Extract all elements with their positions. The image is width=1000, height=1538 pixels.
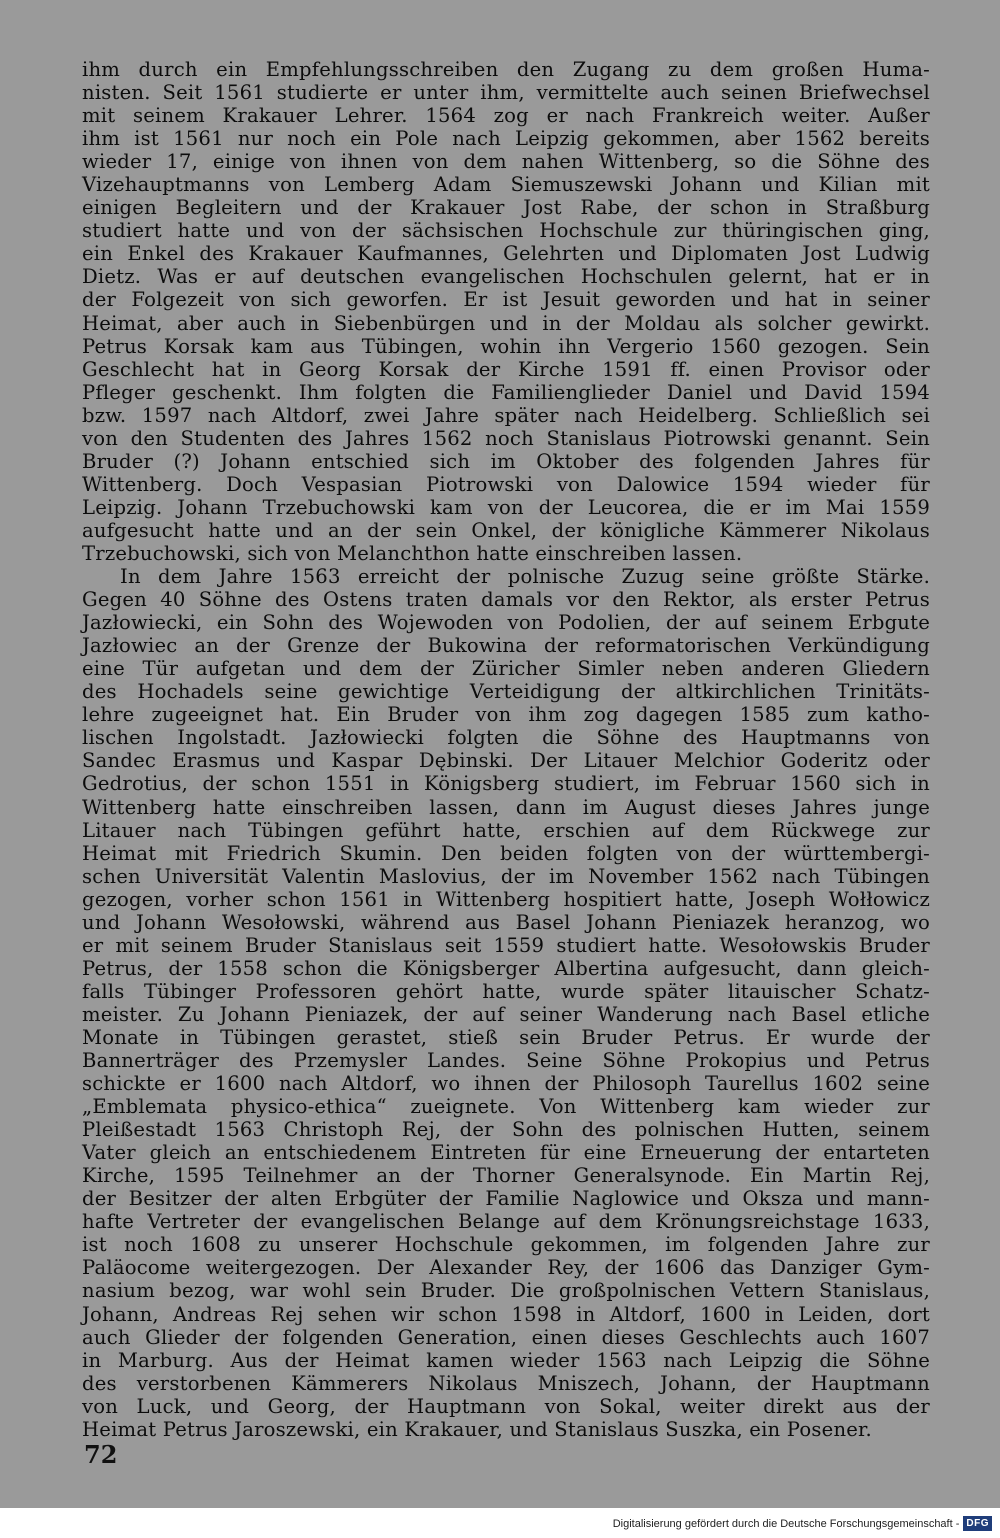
text-line: des verstorbenen Kämmerers Nikolaus Mniszech, Johann, der Hauptmann [82, 1371, 930, 1395]
text-line: Gedrotius, der schon 1551 in Königsberg studiert, im Februar 1560 sich in [82, 772, 930, 796]
text-line: Leipzig. Johann Trzebuchowski kam von der Leucorea, die er im Mai 1559 [82, 495, 930, 519]
text-line: ihm durch ein Empfehlungsschreiben den Zugang zu dem großen Huma- [82, 58, 930, 81]
text-line: Litauer nach Tübingen geführt hatte, erschien auf dem Rückwege zur [82, 818, 930, 842]
text-line: In dem Jahre 1563 erreicht der polnische Zuzug seine größte Stärke. [120, 565, 930, 589]
text-line: ist noch 1608 zu unserer Hochschule gekommen, im folgenden Jahre zur [82, 1233, 930, 1257]
text-line: Wittenberg hatte einschreiben lassen, dann im August dieses Jahres junge [82, 795, 930, 819]
text-line: Heimat mit Friedrich Skumin. Den beiden folgten von der württembergi- [82, 841, 930, 865]
dfg-logo-icon: DFG [963, 1516, 992, 1531]
text-line: mit seinem Krakauer Lehrer. 1564 zog er nach Frankreich weiter. Außer [82, 104, 930, 128]
text-line: hafte Vertreter der evangelischen Belange auf dem Krönungsreichstage 1633, [82, 1210, 930, 1234]
text-line: Geschlecht hat in Georg Korsak der Kirche 1591 ff. einen Provisor oder [82, 357, 930, 381]
text-line: Trzebuchowski, sich von Melanchthon hatte einschreiben lassen. [82, 541, 743, 565]
text-line: Heimat Petrus Jaroszewski, ein Krakauer, und Stanislaus Suszka, ein Posener. [82, 1417, 872, 1441]
text-line: Petrus Korsak kam aus Tübingen, wohin ihn Vergerio 1560 gezogen. Sein [82, 334, 930, 358]
text-line: schickte er 1600 nach Altdorf, wo ihnen der Philosoph Taurellus 1602 seine [82, 1072, 930, 1096]
text-line: ein Enkel des Krakauer Kaufmannes, Gelehrten und Diplomaten Jost Ludwig [82, 242, 930, 266]
text-line: Jazłowiecki, ein Sohn des Wojewoden von Podolien, der auf seinem Erbgute [82, 611, 930, 635]
text-line: Heimat, aber auch in Siebenbürgen und in der Moldau als solcher gewirkt. [82, 311, 930, 335]
text-line: aufgesucht hatte und an der sein Onkel, der königliche Kämmerer Nikolaus [82, 518, 930, 542]
text-line: Dietz. Was er auf deutschen evangelischen Hochschulen gelernt, hat er in [82, 265, 930, 289]
text-line: lehre zugeeignet hat. Ein Bruder von ihm zog dagegen 1585 zum katho- [82, 703, 930, 727]
body-text [82, 58, 930, 1441]
text-line: Monate in Tübingen gerastet, stieß sein Bruder Petrus. Er wurde der [82, 1025, 930, 1049]
text-line: Bannerträger des Przemysler Landes. Seine Söhne Prokopius und Petrus [82, 1049, 930, 1073]
text-line: „Emblemata physico-ethica“ zueignete. Von Wittenberg kam wieder zur [82, 1095, 930, 1119]
text-line: Gegen 40 Söhne des Ostens traten damals vor den Rektor, als erster Petrus [82, 588, 930, 612]
text-line: Kirche, 1595 Teilnehmer an der Thorner Generalsynode. Ein Martin Rej, [82, 1164, 930, 1188]
text-line: Pfleger geschenkt. Ihm folgten die Familienglieder Daniel und David 1594 [82, 380, 930, 404]
text-line: Pleißestadt 1563 Christoph Rej, der Sohn des polnischen Hutten, seinem [82, 1118, 930, 1142]
digitization-credit [613, 1516, 992, 1531]
text-line: des Hochadels seine gewichtige Verteidigung der altkirchlichen Trinitäts- [82, 680, 930, 704]
text-line: Johann, Andreas Rej sehen wir schon 1598 in Altdorf, 1600 in Leiden, dort [82, 1302, 930, 1326]
text-line: falls Tübinger Professoren gehört hatte, wurde später litauischer Schatz- [82, 979, 930, 1003]
text-line: wieder 17, einige von ihnen von dem nahen Wittenberg, so die Söhne des [82, 150, 930, 174]
credit-text: Digitalisierung gefördert durch die Deutsche Forschungsgemeinschaft - [612, 1517, 960, 1530]
text-line: Bruder (?) Johann entschied sich im Oktober des folgenden Jahres für [82, 449, 930, 473]
text-line: Vater gleich an entschiedenem Eintreten für eine Erneuerung der entarteten [82, 1141, 930, 1165]
text-line: nasium bezog, war wohl sein Bruder. Die großpolnischen Vettern Stanislaus, [82, 1279, 930, 1303]
text-line: von den Studenten des Jahres 1562 noch Stanislaus Piotrowski genannt. Sein [82, 426, 930, 450]
text-line: lischen Ingolstadt. Jazłowiecki folgten die Söhne des Hauptmanns von [82, 726, 930, 750]
text-line: meister. Zu Johann Pieniazek, der auf seiner Wanderung nach Basel etliche [82, 1002, 930, 1026]
text-line: ihm ist 1561 nur noch ein Pole nach Leipzig gekommen, aber 1562 bereits [82, 127, 930, 151]
text-line: Vizehauptmanns von Lemberg Adam Siemuszewski Johann und Kilian mit [82, 173, 930, 197]
text-line: gezogen, vorher schon 1561 in Wittenberg hospitiert hatte, Joseph Wołłowicz [82, 887, 930, 911]
text-line: einigen Begleitern und der Krakauer Jost Rabe, der schon in Straßburg [82, 196, 930, 220]
text-line: Wittenberg. Doch Vespasian Piotrowski von Dalowice 1594 wieder für [82, 472, 930, 496]
text-line: Jazłowiec an der Grenze der Bukowina der reformatorischen Verkündigung [82, 634, 930, 658]
text-line: studiert hatte und von der sächsischen Hochschule zur thüringischen ging, [82, 219, 930, 243]
text-line: auch Glieder der folgenden Generation, einen dieses Geschlechts auch 1607 [82, 1325, 930, 1349]
text-line: und Johann Wesołowski, während aus Basel Johann Pieniazek heranzog, wo [82, 910, 930, 934]
text-line: Paläocome weitergezogen. Der Alexander Rey, der 1606 das Danziger Gym- [82, 1256, 930, 1280]
text-line: der Besitzer der alten Erbgüter der Familie Naglowice und Oksza und mann- [82, 1187, 930, 1211]
text-line: schen Universität Valentin Maslovius, der im November 1562 nach Tübingen [82, 864, 930, 888]
text-line: bzw. 1597 nach Altdorf, zwei Jahre später nach Heidelberg. Schließlich sei [82, 403, 930, 427]
text-line: Petrus, der 1558 schon die Königsberger Albertina aufgesucht, dann gleich- [82, 956, 930, 980]
text-line: von Luck, und Georg, der Hauptmann von Sokal, weiter direkt aus der [82, 1394, 930, 1418]
text-line: Sandec Erasmus und Kaspar Dębinski. Der Litauer Melchior Goderitz oder [82, 749, 930, 773]
text-line: der Folgezeit von sich geworfen. Er ist Jesuit geworden und hat in seiner [82, 288, 930, 312]
text-line: eine Tür aufgetan und dem der Züricher Simler neben anderen Gliedern [82, 657, 930, 681]
page-number: 72 [84, 1440, 118, 1469]
text-line: nisten. Seit 1561 studierte er unter ihm, vermittelte auch seinen Briefwechsel [82, 81, 930, 105]
text-line: er mit seinem Bruder Stanislaus seit 1559 studiert hatte. Wesołowskis Bruder [82, 933, 930, 957]
text-line: in Marburg. Aus der Heimat kamen wieder 1563 nach Leipzig die Söhne [82, 1348, 930, 1372]
